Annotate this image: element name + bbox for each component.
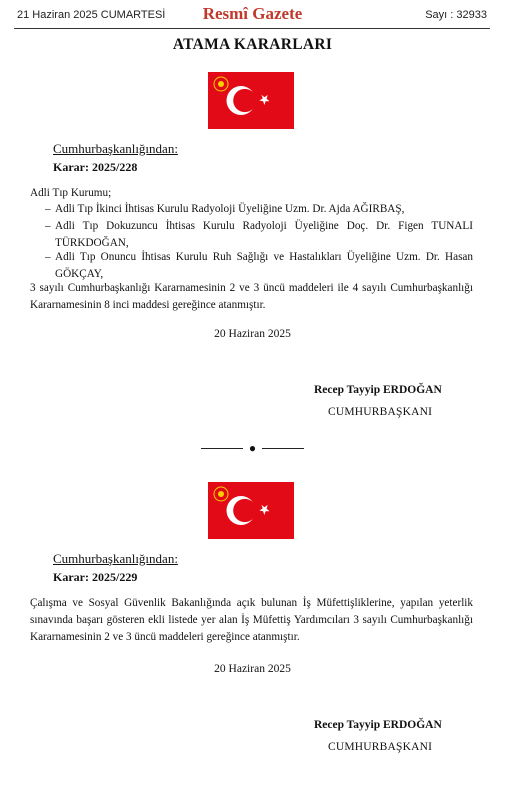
decision-body: 3 sayılı Cumhurbaşkanlığı Kararnamesinin 2 ve 3 üncü maddeleri ile 4 sayılı Cumhurbaşkanlığı Kararnamesinin 8 inci maddesi gereğince atanmıştır. xyxy=(30,282,473,311)
gazette-title: Resmî Gazete xyxy=(202,4,303,23)
issue-number: Sayı : 32933 xyxy=(425,9,487,21)
section-separator: ● xyxy=(0,439,505,457)
issuer-heading: Cumhurbaşkanlığından: xyxy=(53,141,178,156)
issuer-heading: Cumhurbaşkanlığından: xyxy=(53,551,178,566)
signer-title: CUMHURBAŞKANI xyxy=(328,741,433,753)
decision-number: Karar: 2025/229 xyxy=(53,570,138,584)
turkish-flag-icon xyxy=(208,482,294,539)
decision-number: Karar: 2025/228 xyxy=(53,160,138,174)
signer-name: Recep Tayyip ERDOĞAN xyxy=(314,384,442,396)
header-rule xyxy=(14,28,490,29)
page-title: ATAMA KARARLARI xyxy=(172,36,333,53)
decision-date: 20 Haziran 2025 xyxy=(214,663,291,675)
signer-name: Recep Tayyip ERDOĞAN xyxy=(314,719,442,731)
decision-body: Çalışma ve Sosyal Güvenlik Bakanlığında açık bulunan İş Müfettişliklerine, yapılan yeterlik sınavında başarı gösteren ekli listede yer alan İş Müfettiş Yardımcıları 3 sayılı Cumhurbaşkanlığı Kararnamesinin 2 ve 3 üncü maddeleri gereğince atanmıştır. xyxy=(30,597,473,643)
header-date: 21 Haziran 2025 CUMARTESİ xyxy=(17,9,166,21)
appointment-text: Adli Tıp İkinci İhtisas Kurulu Radyoloji Üyeliğine Uzm. Dr. Ajda AĞIRBAŞ, xyxy=(55,203,405,215)
appointment-text: Adli Tıp Onuncu İhtisas Kurulu Ruh Sağlığı ve Hastalıkları Üyeliğine Uzm. Dr. Hasan GÖKÇAY, xyxy=(55,251,473,280)
turkish-flag-icon xyxy=(208,72,294,129)
decision-date: 20 Haziran 2025 xyxy=(214,328,291,340)
appointment-item: – Adli Tıp Onuncu İhtisas Kurulu Ruh Sağlığı ve Hastalıkları Üyeliğine Uzm. Dr. Hasan GÖKÇAY, xyxy=(45,251,473,280)
appointment-text: Adli Tıp Dokuzuncu İhtisas Kurulu Radyoloji Üyeliğine Doç. Dr. Figen TUNALI TÜRKDOĞAN, xyxy=(55,220,473,249)
appointment-item: – Adli Tıp İkinci İhtisas Kurulu Radyoloji Üyeliğine Uzm. Dr. Ajda AĞIRBAŞ, xyxy=(45,203,405,215)
appointment-item: – Adli Tıp Dokuzuncu İhtisas Kurulu Radyoloji Üyeliğine Doç. Dr. Figen TUNALI TÜRKDOĞAN, xyxy=(45,220,473,249)
signer-title: CUMHURBAŞKANI xyxy=(328,406,433,418)
institution-intro: Adli Tıp Kurumu; xyxy=(30,187,112,199)
